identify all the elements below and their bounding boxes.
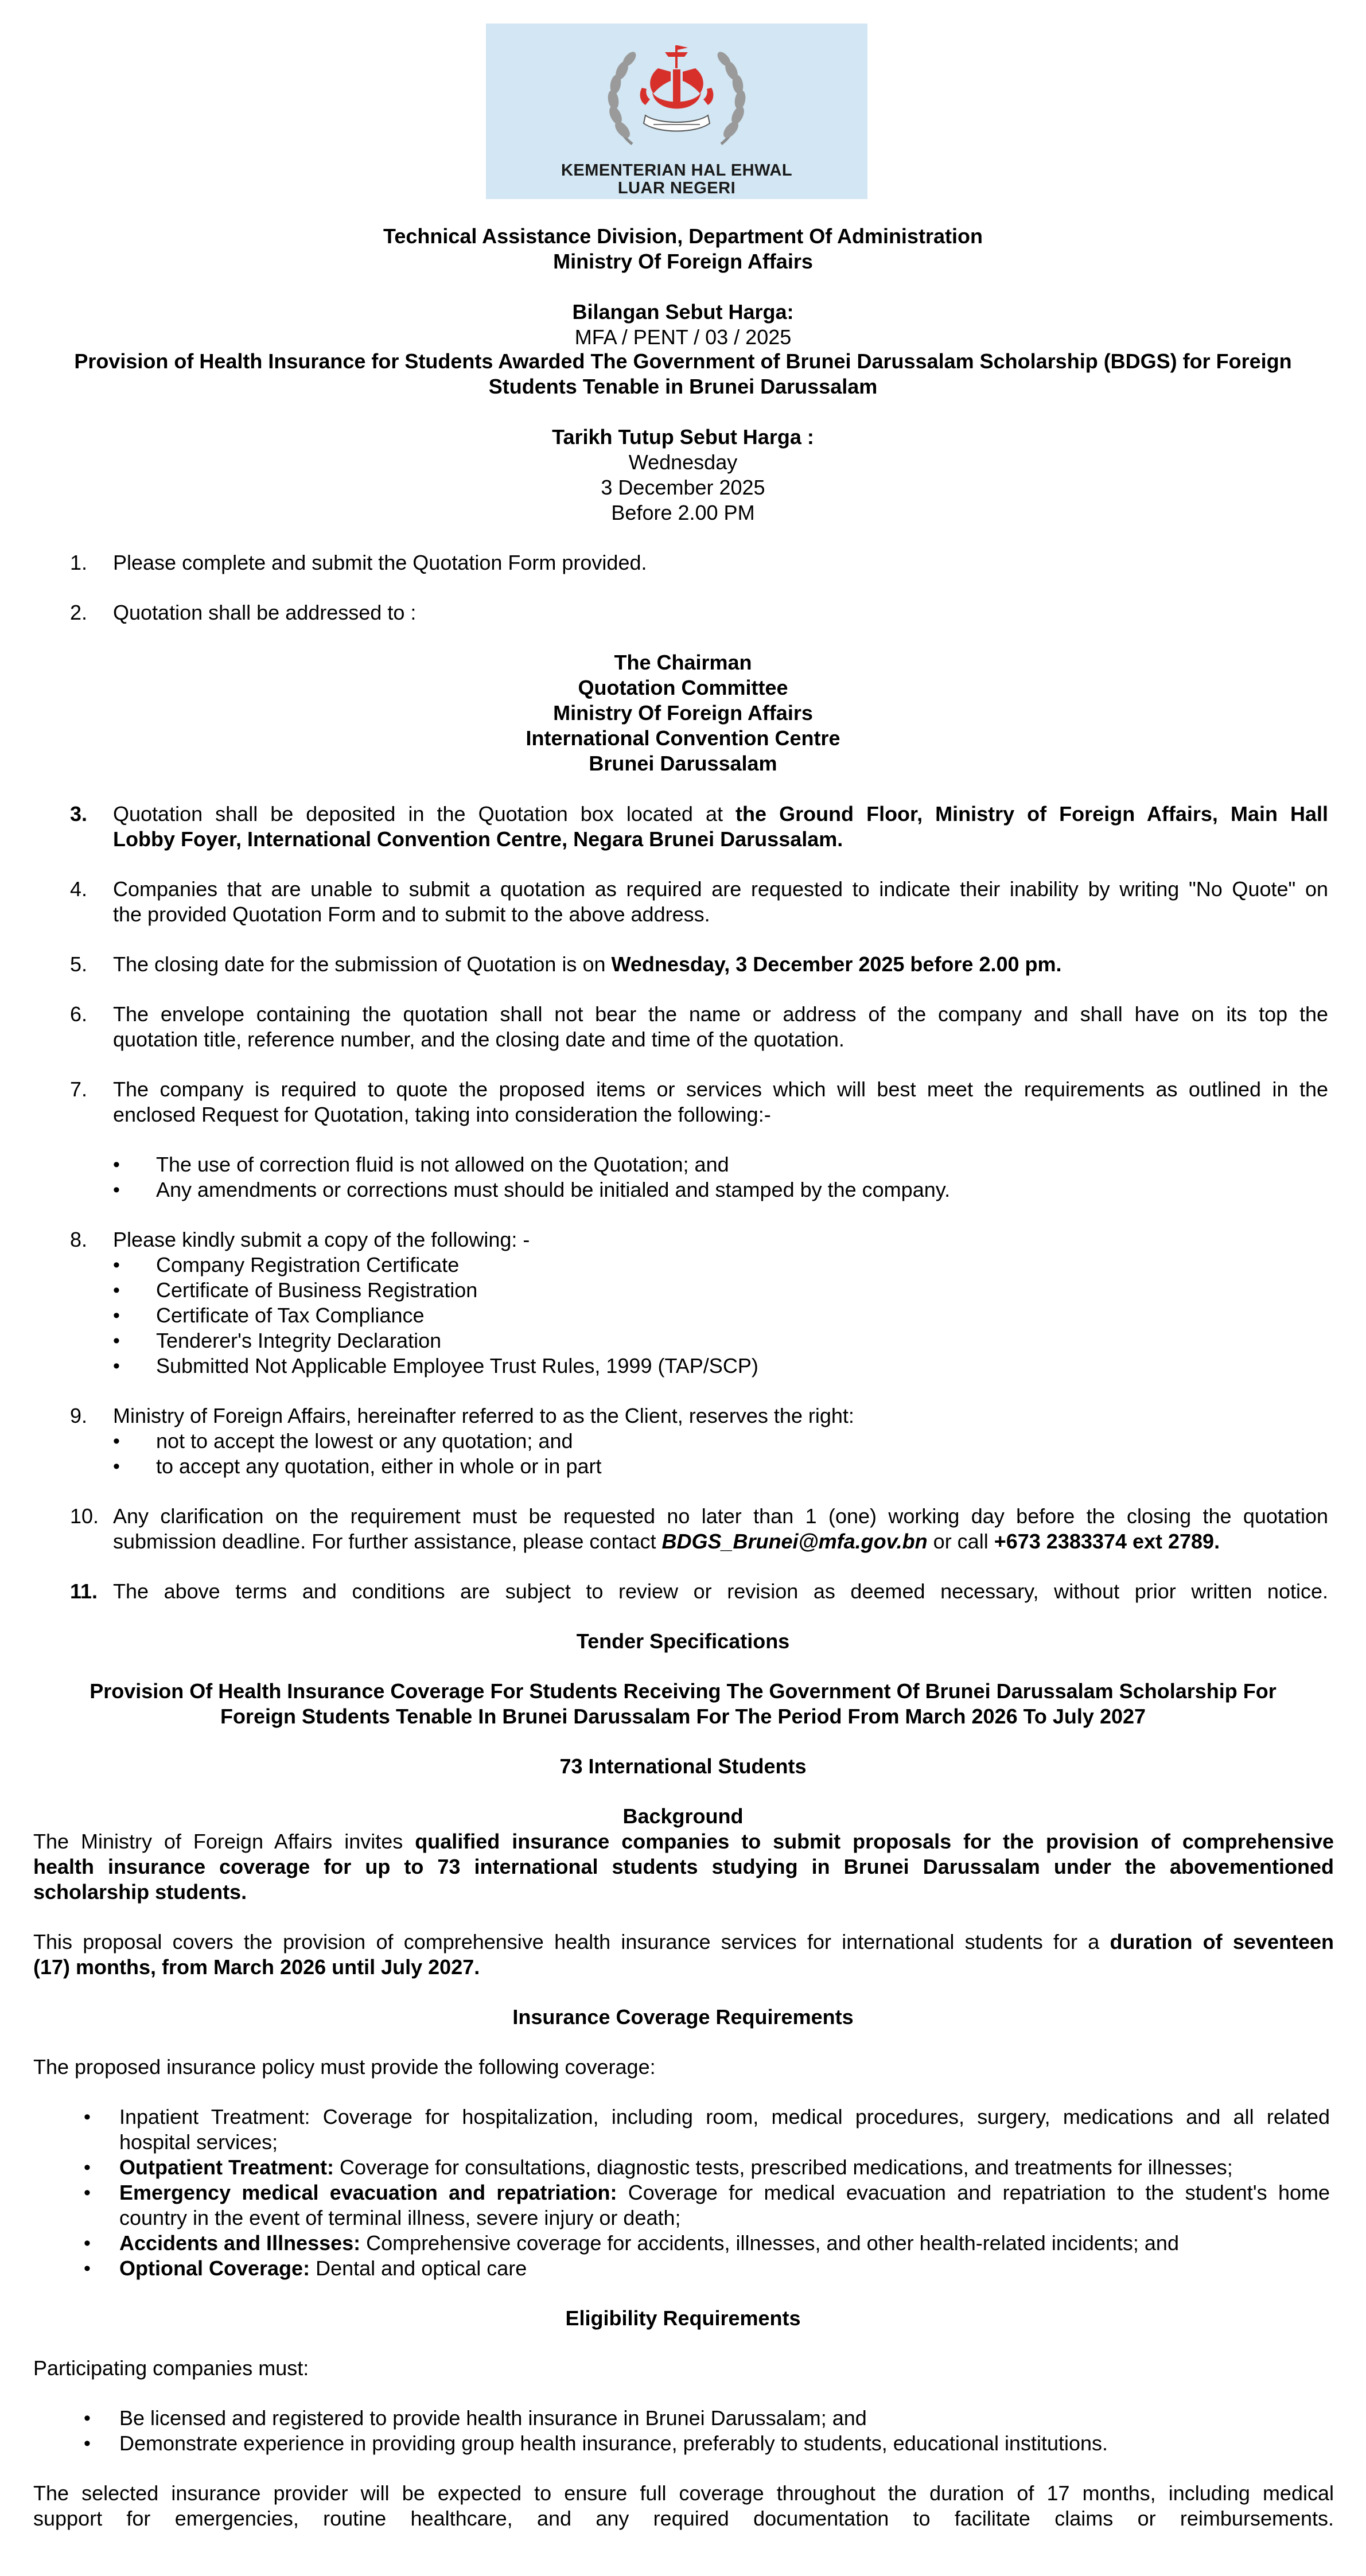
logo-text-line1: KEMENTERIAN HAL EHWAL xyxy=(561,161,793,180)
item-number: 10. xyxy=(70,1504,99,1528)
item-4-line2: the provided Quotation Form and to submit to the above address. xyxy=(113,902,710,926)
address-line: Ministry Of Foreign Affairs xyxy=(553,701,813,725)
list-item: The use of correction fluid is not allowed on the Quotation; and xyxy=(156,1153,729,1176)
student-count-heading: 73 International Students xyxy=(559,1754,807,1778)
bullet-icon: • xyxy=(113,1154,120,1176)
item-3-line1 xyxy=(113,801,1328,827)
list-item: to accept any quotation, either in whole or in part xyxy=(156,1454,602,1478)
bullet-icon: • xyxy=(113,1279,120,1301)
address-line: Quotation Committee xyxy=(578,676,788,699)
coverage-item-accidents xyxy=(119,2231,1330,2256)
address-line: International Convention Centre xyxy=(526,726,840,750)
closing-time: Before 2.00 PM xyxy=(611,501,755,524)
item-number: 3. xyxy=(70,802,88,826)
coverage-label: Accidents and Illnesses: xyxy=(119,2231,361,2255)
item-5-text xyxy=(113,952,1328,977)
bullet-icon: • xyxy=(113,1179,120,1201)
proposal-line1 xyxy=(33,1929,1334,1955)
bullet-icon: • xyxy=(84,2106,91,2128)
item-1-text: Please complete and submit the Quotation Form provided. xyxy=(113,551,647,574)
list-item: Certificate of Tax Compliance xyxy=(156,1303,425,1327)
item-number: 6. xyxy=(70,1002,88,1026)
coverage-label: Optional Coverage: xyxy=(119,2256,310,2280)
item-7-line1: The company is required to quote the proposed items or services which will best meet the requirements as outlined in the xyxy=(113,1077,1328,1101)
closing-date: 3 December 2025 xyxy=(601,476,765,499)
list-item: Any amendments or corrections must should be initialed and stamped by the company. xyxy=(156,1178,951,1201)
ministry-logo xyxy=(486,24,867,199)
item-3-line2: Lobby Foyer, International Convention Centre, Negara Brunei Darussalam. xyxy=(113,827,843,851)
item-number: 4. xyxy=(70,877,88,901)
address-line: The Chairman xyxy=(614,651,752,674)
item-3-bold: the Ground Floor, Ministry of Foreign Affairs, Main Hall xyxy=(735,802,1329,826)
background-line3: scholarship students. xyxy=(33,1880,247,1904)
item-number: 2. xyxy=(70,601,88,624)
closing-day: Wednesday xyxy=(628,450,738,474)
address-line: Brunei Darussalam xyxy=(589,752,777,775)
item-10-line1: Any clarification on the requirement must be requested no later than 1 (one) working day before the closing the quotation xyxy=(113,1504,1328,1528)
coverage-item-outpatient xyxy=(119,2155,1330,2180)
background-bold: qualified insurance companies to submit proposals for the provision of comprehensive xyxy=(415,1830,1334,1853)
background-heading: Background xyxy=(622,1804,744,1828)
item-3-plain: Quotation shall be deposited in the Quotation box located at xyxy=(113,802,736,826)
proposal-line2: (17) months, from March 2026 until July 2027. xyxy=(33,1955,480,1979)
spec-title-line2: Foreign Students Tenable In Brunei Darussalam For The Period From March 2026 To July 2027 xyxy=(220,1705,1146,1728)
item-number: 9. xyxy=(70,1404,88,1427)
bullet-icon: • xyxy=(84,2182,91,2204)
item-9-text: Ministry of Foreign Affairs, hereinafter referred to as the Client, reserves the right: xyxy=(113,1404,854,1427)
document-title-line1: Provision of Health Insurance for Students Awarded The Government of Brunei Darussalam Scholarship (BDGS) for Foreign xyxy=(74,349,1292,373)
background-line2: health insurance coverage for up to 73 international students studying in Brunei Darussalam under the abovementioned xyxy=(33,1855,1334,1878)
item-6-line1: The envelope containing the quotation shall not bear the name or address of the company and shall have on its top the xyxy=(113,1002,1328,1026)
spec-title-line1: Provision Of Health Insurance Coverage For Students Receiving The Government Of Brunei Darussalam Scholarship For xyxy=(89,1679,1277,1703)
item-number: 8. xyxy=(70,1228,88,1251)
item-5-plain: The closing date for the submission of Quotation is on xyxy=(113,952,612,976)
coverage-text: Dental and optical care xyxy=(310,2256,527,2280)
coverage-item-evacuation-cont: country in the event of terminal illness, severe injury or death; xyxy=(119,2206,681,2229)
bullet-icon: • xyxy=(84,2258,91,2279)
coverage-label: Outpatient Treatment: xyxy=(119,2155,334,2179)
document-title-line2: Students Tenable in Brunei Darussalam xyxy=(488,375,878,398)
coverage-item-inpatient: Inpatient Treatment: Coverage for hospitalization, including room, medical procedures, surgery, medications and all related xyxy=(119,2105,1330,2128)
eligibility-intro: Participating companies must: xyxy=(33,2356,309,2380)
coverage-text: Coverage for consultations, diagnostic tests, prescribed medications, and treatments for illnesses; xyxy=(334,2155,1233,2179)
bullet-icon: • xyxy=(84,2407,91,2429)
coverage-intro: The proposed insurance policy must provide the following coverage: xyxy=(33,2055,656,2079)
item-6-line2: quotation title, reference number, and the closing date and time of the quotation. xyxy=(113,1028,844,1051)
proposal-plain: This proposal covers the provision of comprehensive health insurance services for international students for a xyxy=(33,1930,1110,1954)
list-item: Certificate of Business Registration xyxy=(156,1278,478,1302)
proposal-bold: duration of seventeen xyxy=(1110,1930,1334,1954)
item-8-text: Please kindly submit a copy of the following: - xyxy=(113,1228,530,1251)
closing-paragraph-line2: support for emergencies, routine healthcare, and any required documentation to facilitate claims or reimbursements. xyxy=(33,2507,1334,2530)
ministry-heading: Ministry Of Foreign Affairs xyxy=(553,250,813,273)
background-plain: The Ministry of Foreign Affairs invites xyxy=(33,1830,415,1853)
bullet-icon: • xyxy=(113,1355,120,1377)
list-item: Company Registration Certificate xyxy=(156,1253,460,1277)
list-item: Submitted Not Applicable Employee Trust Rules, 1999 (TAP/SCP) xyxy=(156,1354,758,1378)
item-10-line2 xyxy=(113,1529,1328,1554)
eligibility-heading: Eligibility Requirements xyxy=(565,2306,801,2330)
item-number: 11. xyxy=(70,1579,98,1603)
item-number: 1. xyxy=(70,551,88,574)
coverage-heading: Insurance Coverage Requirements xyxy=(512,2005,854,2029)
list-item: not to accept the lowest or any quotation; and xyxy=(156,1429,573,1453)
coverage-item-evacuation xyxy=(119,2180,1330,2205)
coverage-label: Emergency medical evacuation and repatriation: xyxy=(119,2181,617,2204)
bullet-icon: • xyxy=(113,1430,120,1452)
item-2-text: Quotation shall be addressed to : xyxy=(113,601,417,624)
eligibility-item: Demonstrate experience in providing group health insurance, preferably to students, educational institutions. xyxy=(119,2431,1108,2455)
tender-spec-heading: Tender Specifications xyxy=(576,1629,790,1653)
closing-date-label: Tarikh Tutup Sebut Harga : xyxy=(552,425,814,449)
background-line1 xyxy=(33,1829,1334,1854)
item-4-line1: Companies that are unable to submit a quotation as required are requested to indicate their inability by writing "No Quote" on xyxy=(113,877,1328,901)
coverage-item-inpatient-cont: hospital services; xyxy=(119,2130,278,2154)
item-7-line2: enclosed Request for Quotation, taking into consideration the following:- xyxy=(113,1103,771,1126)
division-heading: Technical Assistance Division, Department Of Administration xyxy=(383,224,983,248)
contact-phone: +673 2383374 ext 2789. xyxy=(994,1530,1220,1553)
coverage-item-optional xyxy=(119,2256,1330,2281)
coverage-text: Comprehensive coverage for accidents, illnesses, and other health-related incidents; and xyxy=(360,2231,1179,2255)
item-number: 7. xyxy=(70,1077,88,1101)
logo-text-line2: LUAR NEGERI xyxy=(617,179,736,197)
bullet-icon: • xyxy=(113,1456,120,1477)
bullet-icon: • xyxy=(113,1305,120,1326)
list-item: Tenderer's Integrity Declaration xyxy=(156,1329,442,1352)
item-number: 5. xyxy=(70,952,88,976)
item-10-plain: submission deadline. For further assistance, please contact xyxy=(113,1530,662,1553)
bullet-icon: • xyxy=(84,2157,91,2178)
item-5-bold: Wednesday, 3 December 2025 before 2.00 pm. xyxy=(611,952,1062,976)
contact-email-link[interactable]: BDGS_Brunei@mfa.gov.bn xyxy=(661,1530,928,1553)
bullet-icon: • xyxy=(113,1254,120,1276)
bullet-icon: • xyxy=(84,2232,91,2254)
coverage-text: Coverage for medical evacuation and repatriation to the student's home xyxy=(617,2181,1330,2204)
bullet-icon: • xyxy=(84,2433,91,2454)
bullet-icon: • xyxy=(113,1330,120,1352)
item-10-mid: or call xyxy=(927,1530,994,1553)
reference-number: MFA / PENT / 03 / 2025 xyxy=(574,325,792,349)
reference-label: Bilangan Sebut Harga: xyxy=(572,300,794,324)
eligibility-item: Be licensed and registered to provide health insurance in Brunei Darussalam; and xyxy=(119,2406,867,2430)
item-11-text: The above terms and conditions are subject to review or revision as deemed necessary, without prior written notice. xyxy=(113,1579,1328,1603)
closing-paragraph-line1: The selected insurance provider will be expected to ensure full coverage throughout the duration of 17 months, including medical xyxy=(33,2481,1334,2505)
